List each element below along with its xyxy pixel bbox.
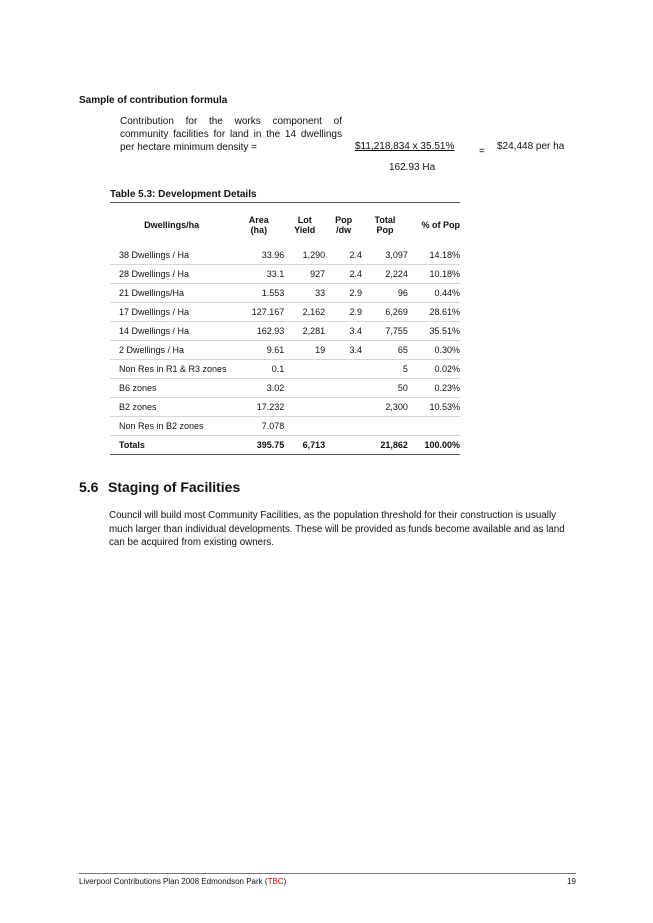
cell-label: Non Res in R1 & R3 zones [110,360,233,379]
table-row [110,246,460,265]
totals-pop-dw [325,436,362,455]
totals-lot: 6,713 [284,436,325,455]
cell-total-pop: 50 [362,379,408,398]
table-row [110,322,460,341]
cell-pop-dw [325,360,362,379]
cell-pop-dw: 2.9 [325,303,362,322]
header-lot-yield: Lot Yield [294,215,316,235]
footer-text: Liverpool Contributions Plan 2008 Edmondson Park (TBC) [79,877,287,886]
header-area: Area (ha) [248,215,269,235]
section-body: Council will build most Community Facilities, as the population threshold for their construction is usually much larger than individual developments. These will be provided as funds become available and as land can be acquired from existing owners. [109,510,565,548]
cell-lot-yield [284,379,325,398]
cell-total-pop: 3,097 [362,246,408,265]
totals-pct: 100.00% [408,436,460,455]
cell-lot-yield: 2,281 [284,322,325,341]
cell-pop-dw: 2.4 [325,246,362,265]
cell-label: 2 Dwellings / Ha [110,341,233,360]
cell-label: 17 Dwellings / Ha [110,303,233,322]
cell-lot-yield [284,398,325,417]
cell-total-pop: 2,224 [362,265,408,284]
cell-pct-pop [408,417,460,436]
cell-lot-yield: 2,162 [284,303,325,322]
cell-pop-dw: 3.4 [325,341,362,360]
table-header-row [110,204,460,246]
table-title: Table 5.3: Development Details [110,189,257,200]
table-row [110,265,460,284]
totals-label: Totals [110,436,233,455]
cell-pct-pop: 14.18% [408,246,460,265]
cell-total-pop: 65 [362,341,408,360]
cell-pct-pop: 0.30% [408,341,460,360]
cell-total-pop: 96 [362,284,408,303]
development-details-table [110,204,460,455]
totals-row [110,436,460,455]
table-row [110,398,460,417]
formula-result: $24,448 per ha [497,141,565,152]
cell-area: 162.93 [233,322,284,341]
cell-area: 33.96 [233,246,284,265]
footer-tbc: TBC [267,877,284,886]
section-number: 5.6 [79,479,99,495]
cell-lot-yield [284,417,325,436]
table-row [110,303,460,322]
cell-lot-yield: 927 [284,265,325,284]
cell-pop-dw [325,417,362,436]
sample-heading: Sample of contribution formula [79,95,228,106]
table-top-rule [110,202,460,203]
cell-pop-dw: 2.4 [325,265,362,284]
cell-area: 1.553 [233,284,284,303]
cell-label: B6 zones [110,379,233,398]
cell-pop-dw [325,379,362,398]
cell-pop-dw: 3.4 [325,322,362,341]
header-pop-dw: Pop /dw [335,215,353,235]
cell-area: 7.078 [233,417,284,436]
footer-rule [79,873,576,874]
cell-lot-yield: 19 [284,341,325,360]
table-row [110,284,460,303]
cell-lot-yield: 33 [284,284,325,303]
cell-pct-pop: 0.23% [408,379,460,398]
formula-label: Contribution for the works component of community facilities for land in the 14 dwellings per hectare minimum density = [120,116,342,153]
cell-total-pop: 2,300 [362,398,408,417]
cell-pct-pop: 35.51% [408,322,460,341]
cell-total-pop: 7,755 [362,322,408,341]
cell-area: 17.232 [233,398,284,417]
header-total-pop: Total Pop [374,215,396,235]
cell-total-pop: 6,269 [362,303,408,322]
cell-area: 33.1 [233,265,284,284]
section-title: Staging of Facilities [108,479,241,495]
cell-pct-pop: 0.44% [408,284,460,303]
cell-pct-pop: 0.02% [408,360,460,379]
totals-total: 21,862 [362,436,408,455]
cell-label: 14 Dwellings / Ha [110,322,233,341]
formula-numerator: $11,218,834 x 35.51% [355,141,455,152]
totals-area: 395.75 [233,436,284,455]
cell-label: 38 Dwellings / Ha [110,246,233,265]
formula-denominator: 162.93 Ha [389,162,436,173]
cell-total-pop [362,417,408,436]
cell-area: 9.61 [233,341,284,360]
cell-pop-dw [325,398,362,417]
cell-label: B2 zones [110,398,233,417]
table-row [110,417,460,436]
table-row [110,360,460,379]
cell-lot-yield: 1,290 [284,246,325,265]
cell-total-pop: 5 [362,360,408,379]
cell-pct-pop: 10.53% [408,398,460,417]
cell-label: Non Res in B2 zones [110,417,233,436]
cell-pop-dw: 2.9 [325,284,362,303]
cell-label: 28 Dwellings / Ha [110,265,233,284]
cell-area: 0.1 [233,360,284,379]
table-row [110,341,460,360]
cell-label: 21 Dwellings/Ha [110,284,233,303]
cell-lot-yield [284,360,325,379]
page-number: 19 [567,877,576,886]
formula-equals: = [479,146,485,157]
table-row [110,379,460,398]
cell-pct-pop: 28.61% [408,303,460,322]
cell-area: 127.167 [233,303,284,322]
cell-pct-pop: 10.18% [408,265,460,284]
header-dwellings: Dwellings/ha [144,220,200,230]
cell-area: 3.02 [233,379,284,398]
header-pct-pop: % of Pop [421,220,460,230]
